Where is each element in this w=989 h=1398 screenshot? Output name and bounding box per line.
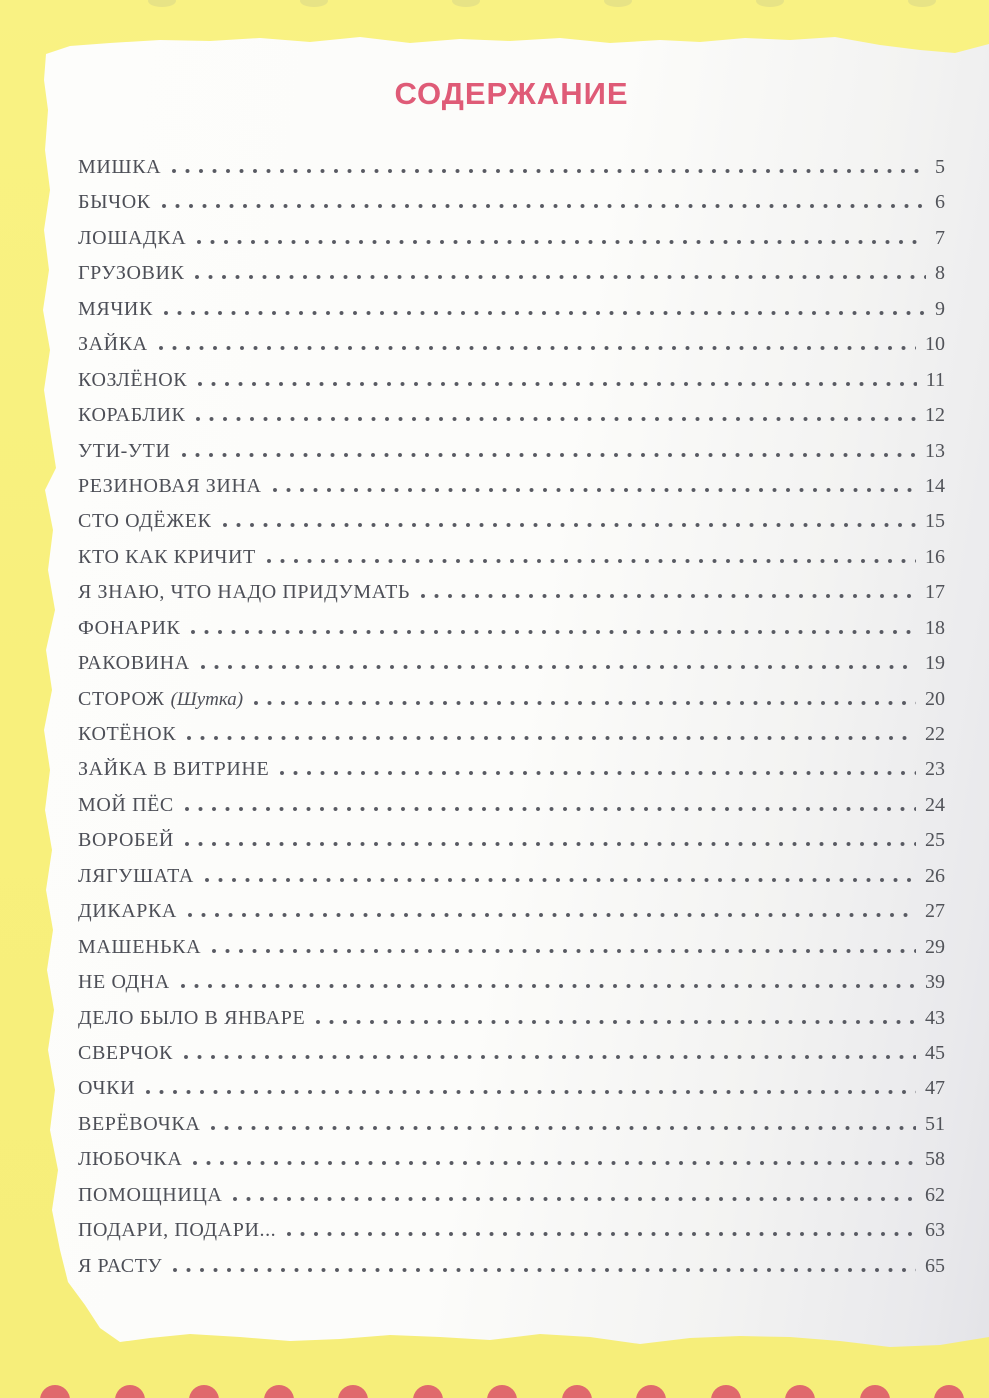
dot-leader — [280, 771, 916, 775]
pink-dot — [40, 1385, 70, 1398]
toc-entry — [78, 1255, 945, 1290]
toc-entry — [78, 1113, 945, 1148]
dot-leader — [211, 1126, 916, 1130]
toc-entry-page: 8 — [935, 262, 945, 285]
toc-entry — [78, 688, 945, 723]
toc-entry-page: 9 — [935, 297, 945, 320]
dot-leader — [164, 311, 926, 315]
dot-leader — [212, 949, 916, 953]
dot-leader — [201, 665, 916, 669]
dot-leader — [172, 169, 926, 173]
toc-entry — [78, 1042, 945, 1077]
toc-entry — [78, 440, 945, 475]
toc-entry-title: СТО ОДЁЖЕК — [78, 510, 212, 533]
toc-entry-title: ФОНАРИК — [78, 616, 181, 639]
toc-entry-title: КОРАБЛИК — [78, 404, 186, 427]
toc-entry-page: 13 — [925, 439, 945, 462]
toc-entry — [78, 156, 945, 191]
dot-leader — [195, 275, 926, 279]
toc-entry-page: 47 — [925, 1077, 945, 1100]
toc-entry-page: 15 — [925, 510, 945, 533]
toc-entry — [78, 971, 945, 1006]
toc-entry — [78, 475, 945, 510]
pink-dot — [115, 1385, 145, 1398]
toc-entry-title: МОЙ ПЁС — [78, 793, 174, 816]
toc-entry-page: 58 — [925, 1148, 945, 1171]
toc-entry — [78, 510, 945, 545]
toc-entry-page: 22 — [925, 723, 945, 745]
toc-entry-page: 11 — [925, 368, 945, 391]
toc-entry — [78, 1219, 945, 1254]
toc-entry — [78, 1077, 945, 1112]
toc-entry — [78, 794, 945, 829]
toc-entry — [78, 227, 945, 262]
toc-entry — [78, 652, 945, 687]
toc-entry-title: Я РАСТУ — [78, 1254, 163, 1277]
dot-leader — [181, 984, 916, 988]
toc-entry-title: ЛОШАДКА — [78, 226, 187, 249]
toc-entry-title: УТИ-УТИ — [78, 439, 171, 462]
toc-entry-title: ПОДАРИ, ПОДАРИ... — [78, 1219, 277, 1242]
toc-entry — [78, 298, 945, 333]
toc-entry-title: РАКОВИНА — [78, 652, 190, 675]
dot-leader — [182, 453, 916, 457]
pink-dot — [860, 1385, 890, 1398]
dot-leader — [205, 878, 916, 882]
pink-dot — [338, 1385, 368, 1398]
dot-leader — [273, 488, 916, 492]
toc-entry-title: ПОМОЩНИЦА — [78, 1183, 223, 1206]
toc-entry-title: ДЕЛО БЫЛО В ЯНВАРЕ — [78, 1006, 306, 1029]
toc-entry-title: ДИКАРКА — [78, 900, 177, 923]
pink-dot — [934, 1385, 964, 1398]
pink-dot — [487, 1385, 517, 1398]
toc-entry-page: 17 — [925, 581, 945, 604]
pink-dot — [711, 1385, 741, 1398]
toc-entry-page: 19 — [925, 652, 945, 675]
dot-leader — [162, 204, 926, 208]
toc-entry — [78, 546, 945, 581]
dot-leader — [187, 736, 916, 740]
pink-dot — [636, 1385, 666, 1398]
toc-entry-page: 5 — [935, 156, 945, 178]
toc-entry-page: 10 — [925, 333, 945, 356]
toc-entry-title: Я ЗНАЮ, ЧТО НАДО ПРИДУМАТЬ — [78, 581, 410, 604]
toc-entry — [78, 758, 945, 793]
dot-leader — [184, 1055, 916, 1059]
toc-entry-title: КТО КАК КРИЧИТ — [78, 545, 256, 568]
toc-entry — [78, 865, 945, 900]
toc-entry-note: (Шутка) — [170, 688, 244, 710]
toc-entry-title: ОЧКИ — [78, 1077, 136, 1100]
toc-entry-page: 65 — [925, 1254, 945, 1277]
dot-leader — [196, 417, 916, 421]
toc-entry — [78, 191, 945, 226]
pink-dot — [413, 1385, 443, 1398]
toc-entry-page: 24 — [925, 793, 945, 816]
toc-entry-title: ЛЯГУШАТА — [78, 864, 194, 887]
toc-entry-page: 7 — [935, 226, 945, 249]
toc-entry-page: 18 — [925, 616, 945, 639]
toc-list — [78, 156, 945, 1290]
dot-leader — [198, 382, 917, 386]
toc-entry-page: 14 — [925, 474, 945, 497]
toc-entry-title: ЗАЙКА В ВИТРИНЕ — [78, 758, 270, 781]
dot-leader — [287, 1232, 916, 1236]
pink-dot — [264, 1385, 294, 1398]
toc-entry-page: 27 — [925, 900, 945, 923]
toc-entry-title: ЛЮБОЧКА — [78, 1148, 183, 1171]
toc-entry-page: 12 — [925, 404, 945, 427]
toc-entry-title: МИШКА — [78, 156, 162, 178]
toc-entry-page: 51 — [925, 1112, 945, 1135]
dot-leader — [267, 559, 916, 563]
toc-entry-page: 6 — [935, 191, 945, 214]
toc-entry-page: 43 — [925, 1006, 945, 1029]
toc-entry-page: 16 — [925, 545, 945, 568]
contents-page — [78, 0, 945, 1290]
dot-leader — [223, 523, 916, 527]
dot-leader — [316, 1020, 916, 1024]
toc-entry — [78, 723, 945, 758]
toc-entry-title: ГРУЗОВИК — [78, 262, 185, 285]
dot-leader — [191, 630, 916, 634]
toc-entry-title: РЕЗИНОВАЯ ЗИНА — [78, 474, 262, 497]
toc-entry-title: БЫЧОК — [78, 191, 151, 214]
toc-entry-title: ВОРОБЕЙ — [78, 829, 174, 852]
toc-entry-title: ЗАЙКА — [78, 333, 148, 356]
toc-entry-title: ВЕРЁВОЧКА — [78, 1112, 201, 1135]
toc-entry-title: КОТЁНОК — [78, 723, 177, 745]
dot-leader — [173, 1268, 916, 1272]
toc-entry — [78, 404, 945, 439]
toc-entry-page: 29 — [925, 935, 945, 958]
dot-leader — [421, 594, 916, 598]
toc-entry-title: МЯЧИК — [78, 297, 153, 320]
toc-entry-title: СВЕРЧОК — [78, 1041, 174, 1064]
toc-entry-page: 23 — [925, 758, 945, 781]
toc-entry-title: СТОРОЖ — [78, 687, 165, 710]
toc-entry — [78, 936, 945, 971]
toc-entry — [78, 1148, 945, 1183]
toc-entry — [78, 617, 945, 652]
toc-entry — [78, 829, 945, 864]
toc-entry-page: 26 — [925, 864, 945, 887]
dot-leader — [193, 1161, 916, 1165]
toc-entry-page: 62 — [925, 1183, 945, 1206]
pink-dot — [785, 1385, 815, 1398]
toc-entry — [78, 333, 945, 368]
toc-entry — [78, 369, 945, 404]
dot-leader — [254, 701, 916, 705]
pink-dot — [189, 1385, 219, 1398]
toc-entry — [78, 581, 945, 616]
toc-entry-title: КОЗЛЁНОК — [78, 368, 188, 391]
toc-entry — [78, 1184, 945, 1219]
toc-entry-page: 63 — [925, 1219, 945, 1242]
toc-entry-page: 39 — [925, 971, 945, 994]
dot-leader — [197, 240, 926, 244]
toc-entry — [78, 1007, 945, 1042]
toc-entry-title: НЕ ОДНА — [78, 971, 170, 994]
dot-leader — [188, 913, 916, 917]
dot-leader — [159, 346, 916, 350]
dot-leader — [146, 1090, 916, 1094]
toc-entry-title: МАШЕНЬКА — [78, 935, 202, 958]
pink-dot — [562, 1385, 592, 1398]
page-title: СОДЕРЖАНИЕ — [394, 76, 629, 111]
toc-entry-page: 20 — [925, 687, 945, 710]
dot-leader — [185, 842, 916, 846]
toc-entry-page: 25 — [925, 829, 945, 852]
dot-leader — [233, 1197, 916, 1201]
toc-entry-page: 45 — [925, 1041, 945, 1064]
dot-leader — [185, 807, 916, 811]
toc-entry — [78, 900, 945, 935]
toc-entry — [78, 262, 945, 297]
